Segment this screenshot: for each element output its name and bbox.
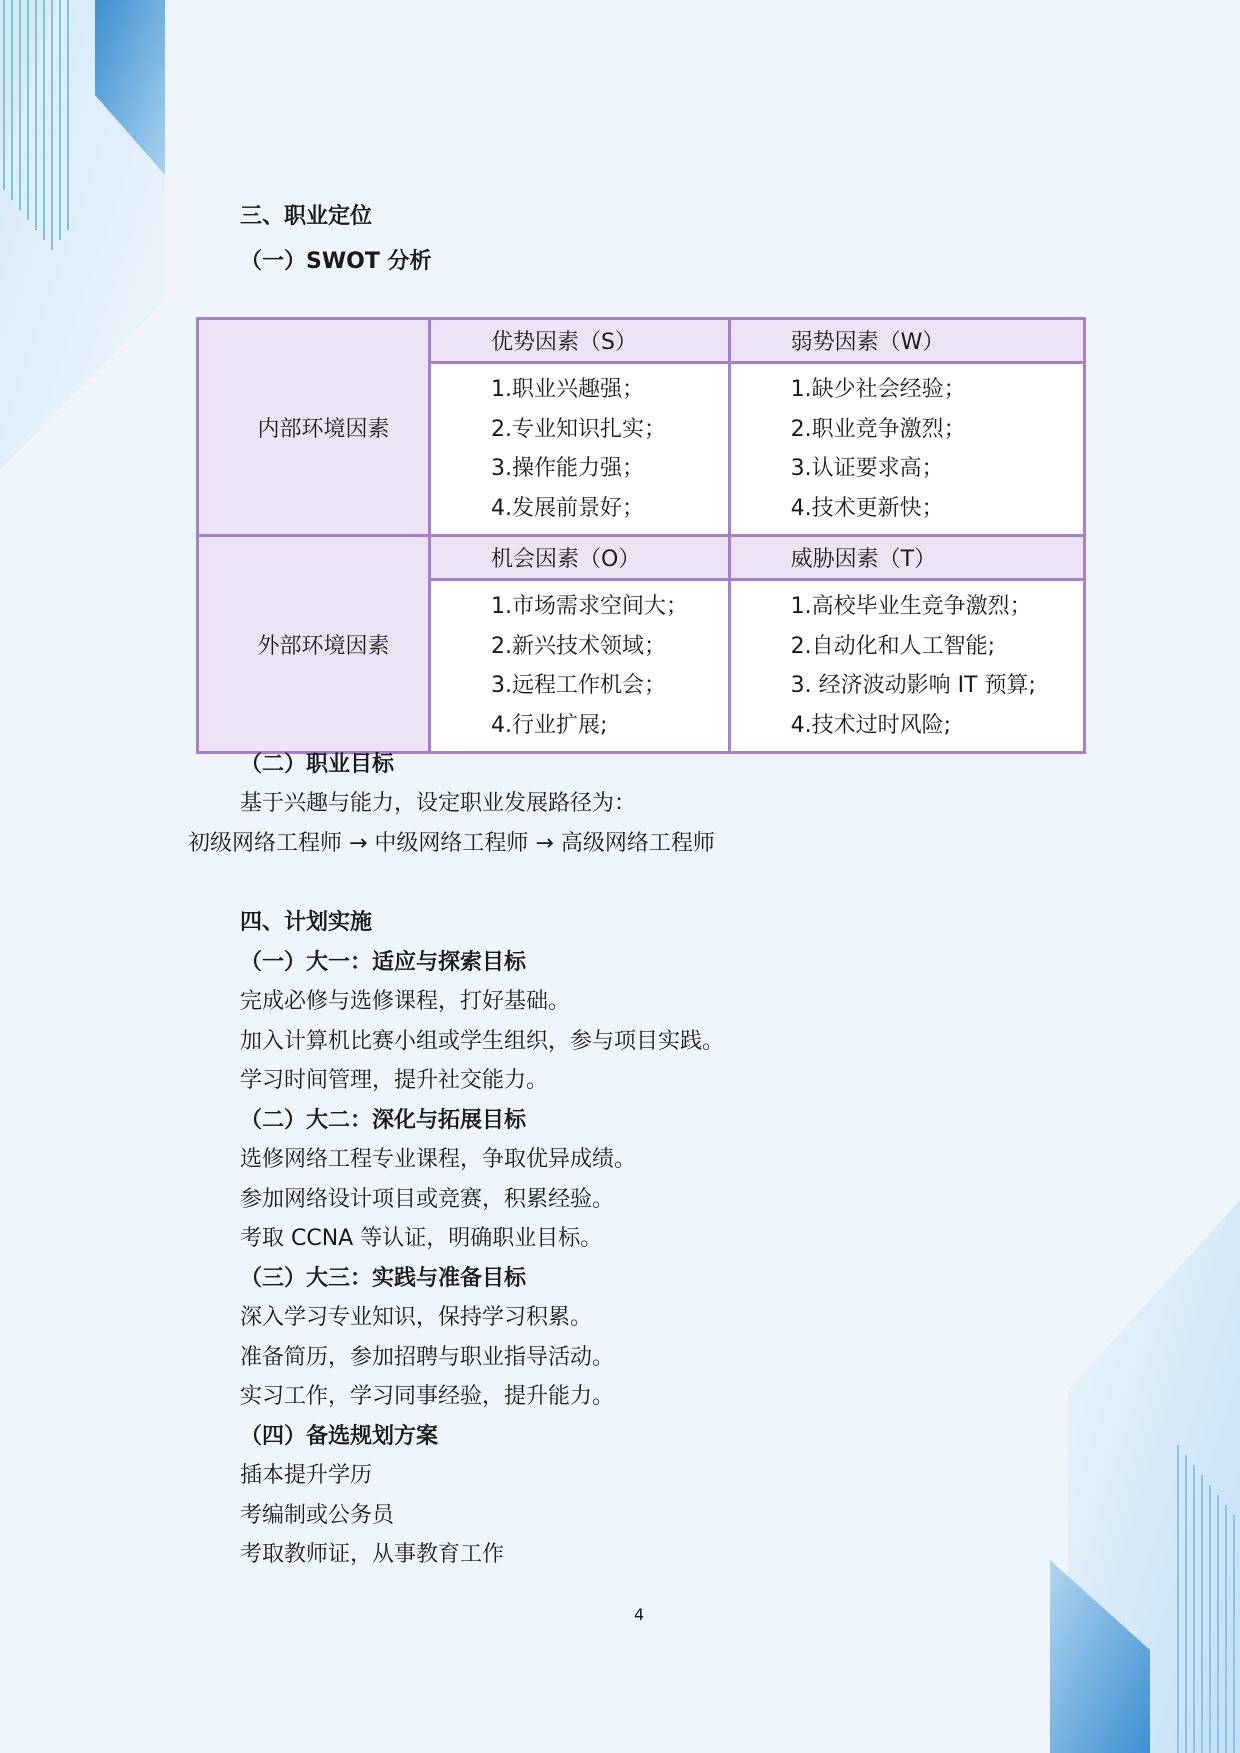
threats-header: 威胁因素（T） [729,536,1084,580]
year1-item: 学习时间管理，提升社交能力。 [240,1068,549,1093]
page-number: 4 [634,1605,645,1624]
strengths-list [430,363,730,536]
list-item: 4.技术过时风险; [790,712,952,738]
alt-plan-item: 考编制或公务员 [240,1503,395,1528]
year3-item: 深入学习专业知识，保持学习积累。 [240,1305,593,1330]
year1-title: （一）大一：适应与探索目标 [240,950,527,975]
career-path: 初级网络工程师 → 中级网络工程师 → 高级网络工程师 [188,831,715,856]
list-item: 4.技术更新快； [790,495,944,521]
list-item: 4.行业扩展; [491,712,608,738]
list-item: 3.认证要求高； [790,456,944,481]
year2-item: 参加网络设计项目或竞赛，积累经验。 [240,1187,615,1212]
list-item: 3. 经济波动影响 IT 预算; [790,673,1036,698]
list-item: 1.高校毕业生竞争激烈； [790,594,1032,619]
list-item: 2.专业知识扎实； [491,416,666,442]
year2-item: 考取 CCNA 等认证，明确职业目标。 [240,1226,603,1251]
opportunities-header: 机会因素（O） [430,536,730,580]
strengths-header: 优势因素（S） [430,319,730,363]
list-item: 3.操作能力强； [491,456,644,481]
alt-plan-title: （四）备选规划方案 [240,1424,439,1449]
list-item: 4.发展前景好； [491,495,644,521]
list-item: 2.新兴技术领域； [491,633,666,659]
internal-factors-label: 内部环境因素 [198,319,430,536]
year1-item: 加入计算机比赛小组或学生组织，参与项目实践。 [240,1029,725,1054]
year3-item: 准备简历，参加招聘与职业指导活动。 [240,1345,615,1370]
subsection-title-career-goal: （二）职业目标 [240,752,395,777]
year3-item: 实习工作，学习同事经验，提升能力。 [240,1384,615,1409]
list-item: 2.职业竞争激烈； [790,416,966,442]
weaknesses-list [729,363,1084,536]
swot-table [196,317,1086,754]
list-item: 1.职业兴趣强； [491,377,644,402]
list-item: 3.远程工作机会； [491,673,666,698]
external-factors-label: 外部环境因素 [198,536,430,753]
year3-title: （三）大三：实践与准备目标 [240,1266,527,1291]
threats-list [729,580,1084,753]
list-item: 1.市场需求空间大； [491,594,688,619]
year2-title: （二）大二：深化与拓展目标 [240,1108,527,1133]
section-title-career-positioning: 三、职业定位 [240,204,373,229]
opportunities-list [430,580,730,753]
list-item: 2.自动化和人工智能; [790,633,996,659]
list-item: 1.缺少社会经验； [790,377,966,402]
career-goal-intro: 基于兴趣与能力，设定职业发展路径为： [240,791,637,816]
subsection-title-swot: （一）SWOT 分析 [240,249,432,274]
alt-plan-item: 考取教师证，从事教育工作 [240,1542,505,1567]
year1-item: 完成必修与选修课程，打好基础。 [240,989,571,1014]
weaknesses-header: 弱势因素（W） [729,319,1084,363]
alt-plan-item: 插本提升学历 [240,1463,373,1488]
year2-item: 选修网络工程专业课程，争取优异成绩。 [240,1147,637,1172]
section-title-plan: 四、计划实施 [240,910,373,935]
